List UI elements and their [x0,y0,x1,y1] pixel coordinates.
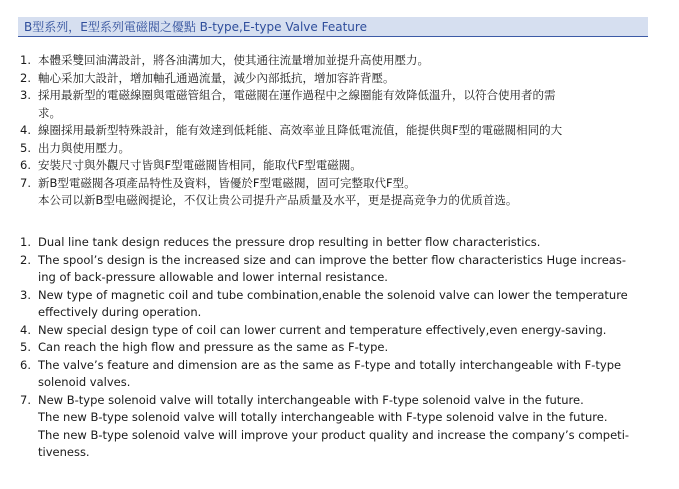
list-item [0,87,648,122]
item-text-continued: solenoid valves. [38,375,131,389]
list-item [0,175,648,193]
item-text-continued: ing of back-pressure allowable and lower internal resistance. [38,270,388,284]
item-number: 2. [20,70,31,85]
list-item [0,140,648,158]
item-number: 5. [20,140,31,155]
item-text-continued: The new B-type solenoid valve will totally interchangeable with F-type solenoid valve in the future. [38,410,608,424]
list-item [0,234,648,252]
list-item [0,252,648,287]
item-number: 4. [20,123,31,137]
list-item [0,52,648,70]
item-text: 採用最新型的電磁線圈與電磁管組合，電磁閥在運作過程中之線圈能有效降低溫升，以符合使用者的需 [38,88,556,102]
item-text-continued: The new B-type solenoid valve will improve your product quality and increase the company’s competi- [38,427,630,442]
item-number: 2. [20,252,31,267]
item-text: The valve’s feature and dimension are as the same as F-type and totally interchangeable with F-type [38,357,622,372]
item-text: New type of magnetic coil and tube combination,enable the solenoid valve can lower the temperature [38,287,628,302]
item-text: 出力與使用壓力。 [38,140,130,155]
list-item [0,157,648,175]
list-item [0,357,648,392]
item-number: 7. [20,392,31,407]
item-number: 1. [20,53,31,67]
list-item [0,392,648,462]
item-text: 軸心采加大設計，增加軸孔通過流量，減少內部抵抗，增加容許背壓。 [38,70,395,85]
item-number: 4. [20,322,31,337]
list-item [0,322,648,340]
item-number: 1. [20,235,31,249]
item-text: Can reach the high flow and pressure as the same as F-type. [38,340,389,354]
chinese-feature-list [0,52,648,210]
english-feature-list [0,234,648,462]
item-text-continued: 求。 [38,105,61,120]
item-text: 安裝尺寸與外觀尺寸皆與F型電磁閥皆相同，能取代F型電磁閥。 [38,158,362,172]
item-text: Dual line tank design reduces the pressure drop resulting in better flow characteristics. [38,235,541,249]
item-text-continued: effectively during operation. [38,305,202,319]
item-number: 6. [20,158,31,172]
list-item [0,122,648,140]
list-item [0,70,648,88]
list-item [0,339,648,357]
item-number: 5. [20,340,31,354]
item-text: 新B型電磁閥各項產品特性及資料，皆優於F型電磁閥，固可完整取代F型。 [38,175,416,190]
item-text: The spool’s design is the increased size and can improve the better flow characteristics Huge increas- [38,252,626,267]
section-header-bar [18,17,648,37]
item-text: 線圈採用最新型特殊設計，能有效達到低耗能、高效率並且降低電流值，能提供與F型的電磁閥相同的大 [38,123,563,137]
section-title: B型系列，E型系列電磁閥之優點 B-type,E-type Valve Feature [24,20,367,34]
item-text: 本體采雙回油溝設計，將各油溝加大，使其通往流量增加並提升高使用壓力。 [38,53,429,67]
closing-note: 本公司以新B型电磁阀提论，不仅让贵公司提升产品质量及水平，更是提高竞争力的优质首选。 [38,193,518,207]
item-text: New B-type solenoid valve will totally interchangeable with F-type solenoid valve in the future. [38,392,584,407]
item-number: 3. [20,88,31,102]
item-text: New special design type of coil can lower current and temperature effectively,even energy-saving. [38,322,607,337]
item-number: 7. [20,175,31,190]
item-number: 6. [20,357,31,372]
list-item [0,287,648,322]
item-text-continued: tiveness. [38,445,90,459]
item-number: 3. [20,287,31,302]
